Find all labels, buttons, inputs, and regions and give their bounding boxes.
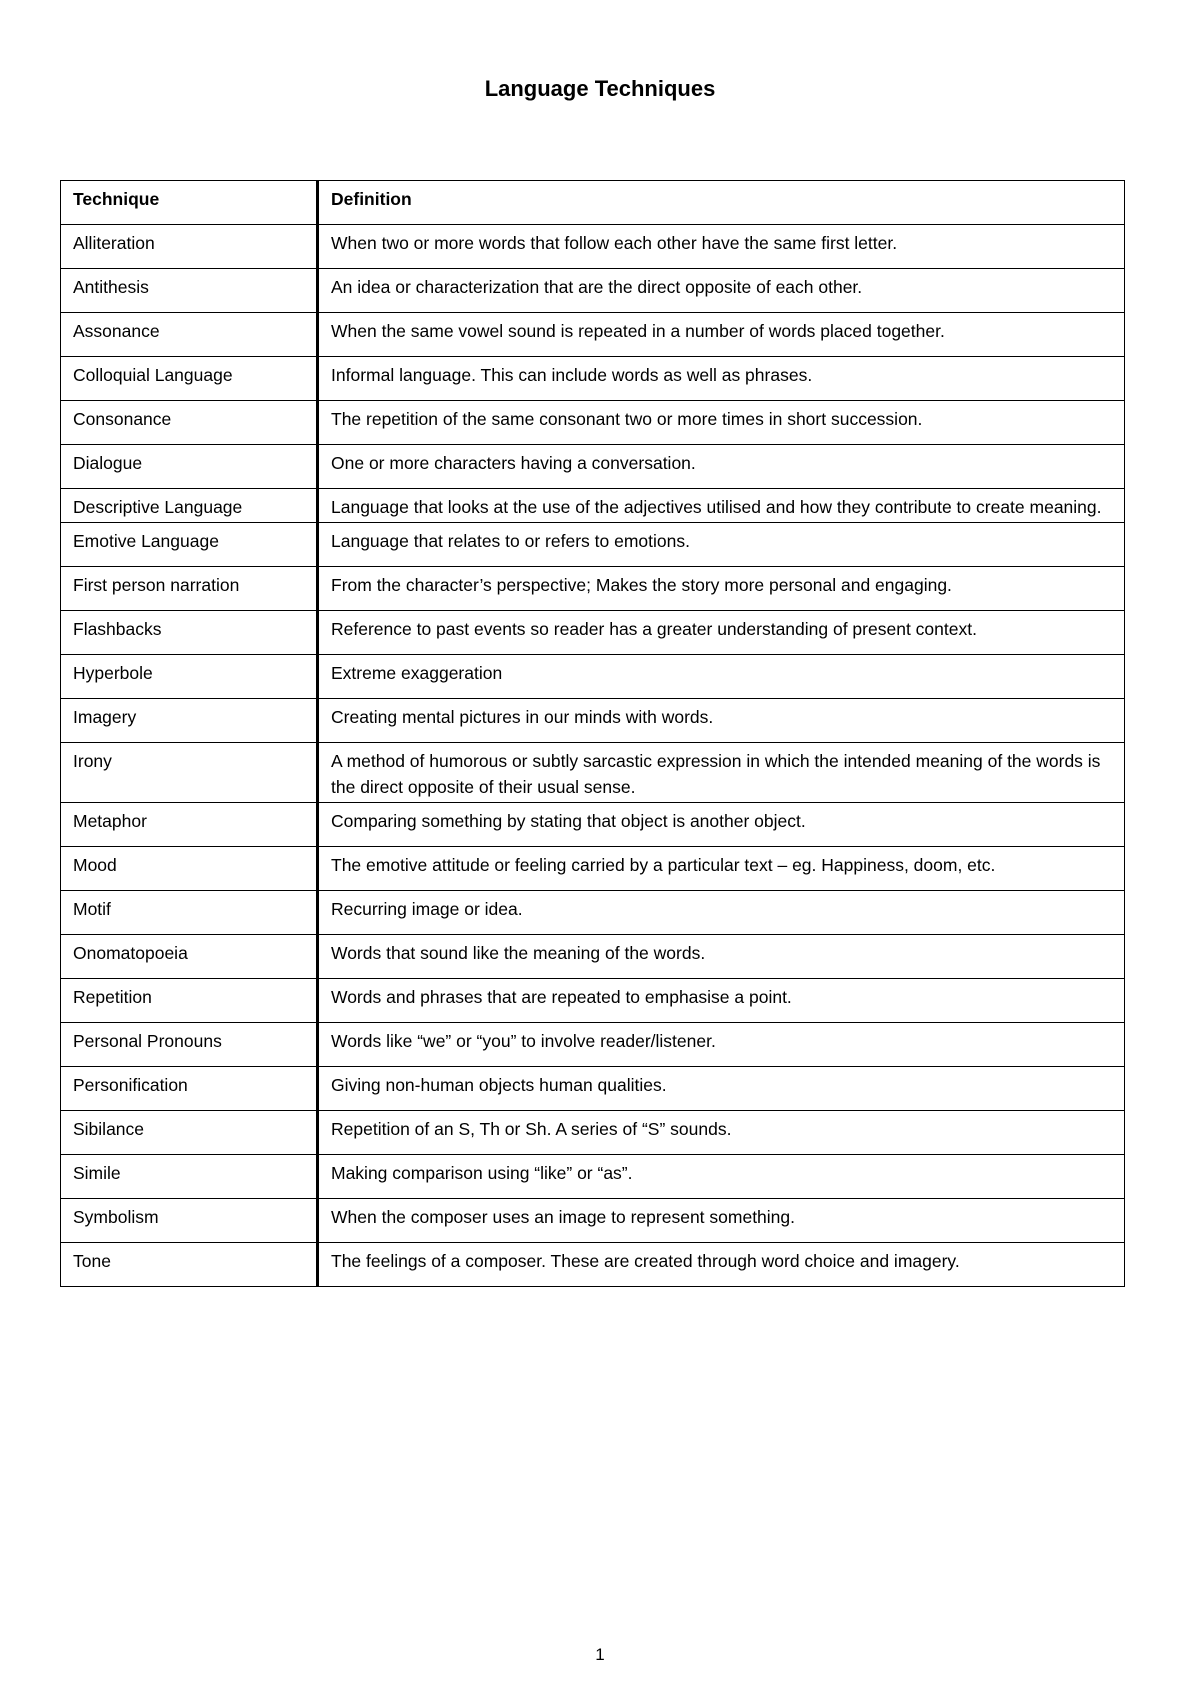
definition-cell: Reference to past events so reader has a greater understanding of present context. (318, 611, 1125, 655)
page-title: Language Techniques (484, 76, 716, 101)
table-row (61, 1199, 1125, 1243)
definition-cell: When two or more words that follow each other have the same first letter. (318, 225, 1125, 269)
technique-cell: Descriptive Language (61, 489, 318, 523)
table-row (61, 1155, 1125, 1199)
table-row (61, 743, 1125, 803)
technique-cell: Dialogue (61, 445, 318, 489)
definition-cell: An idea or characterization that are the direct opposite of each other. (318, 269, 1125, 313)
definition-cell: The emotive attitude or feeling carried by a particular text – eg. Happiness, doom, etc. (318, 847, 1125, 891)
definition-cell: The repetition of the same consonant two or more times in short succession. (318, 401, 1125, 445)
definition-cell: One or more characters having a conversation. (318, 445, 1125, 489)
table-row (61, 803, 1125, 847)
technique-cell: Onomatopoeia (61, 935, 318, 979)
definition-cell: Extreme exaggeration (318, 655, 1125, 699)
table-row (61, 489, 1125, 523)
definition-cell: Comparing something by stating that object is another object. (318, 803, 1125, 847)
table-row (61, 1067, 1125, 1111)
technique-cell: Colloquial Language (61, 357, 318, 401)
technique-cell: Personification (61, 1067, 318, 1111)
definition-cell: Repetition of an S, Th or Sh. A series of “S” sounds. (318, 1111, 1125, 1155)
technique-cell: Sibilance (61, 1111, 318, 1155)
table-row (61, 847, 1125, 891)
table-row (61, 523, 1125, 567)
table-row (61, 567, 1125, 611)
technique-cell: Symbolism (61, 1199, 318, 1243)
definition-cell: From the character’s perspective; Makes the story more personal and engaging. (318, 567, 1125, 611)
technique-cell: First person narration (61, 567, 318, 611)
header-definition: Definition (318, 181, 1125, 225)
definition-cell: Creating mental pictures in our minds with words. (318, 699, 1125, 743)
definition-cell: Words that sound like the meaning of the words. (318, 935, 1125, 979)
technique-cell: Repetition (61, 979, 318, 1023)
definition-cell: Informal language. This can include words as well as phrases. (318, 357, 1125, 401)
table-row (61, 611, 1125, 655)
definition-cell: Language that relates to or refers to emotions. (318, 523, 1125, 567)
technique-cell: Motif (61, 891, 318, 935)
definition-cell: Recurring image or idea. (318, 891, 1125, 935)
table-body (61, 225, 1125, 1287)
technique-cell: Imagery (61, 699, 318, 743)
definition-cell: Making comparison using “like” or “as”. (318, 1155, 1125, 1199)
technique-cell: Assonance (61, 313, 318, 357)
technique-cell: Emotive Language (61, 523, 318, 567)
table-row (61, 401, 1125, 445)
definition-cell: The feelings of a composer. These are created through word choice and imagery. (318, 1243, 1125, 1287)
table-row (61, 357, 1125, 401)
table-row (61, 1023, 1125, 1067)
definition-cell: Language that looks at the use of the adjectives utilised and how they contribute to create meaning. (318, 489, 1125, 523)
header-technique: Technique (61, 181, 318, 225)
definition-cell: When the same vowel sound is repeated in a number of words placed together. (318, 313, 1125, 357)
techniques-table (60, 180, 1125, 1287)
definition-cell: Words and phrases that are repeated to emphasise a point. (318, 979, 1125, 1023)
technique-cell: Tone (61, 1243, 318, 1287)
technique-cell: Alliteration (61, 225, 318, 269)
technique-cell: Consonance (61, 401, 318, 445)
table-row (61, 313, 1125, 357)
table-row (61, 891, 1125, 935)
definition-cell: When the composer uses an image to represent something. (318, 1199, 1125, 1243)
technique-cell: Antithesis (61, 269, 318, 313)
technique-cell: Irony (61, 743, 318, 803)
definition-cell: Giving non-human objects human qualities. (318, 1067, 1125, 1111)
table-row (61, 979, 1125, 1023)
definition-cell: A method of humorous or subtly sarcastic expression in which the intended meaning of the words is the direct opposite of their usual sense. (318, 743, 1125, 803)
technique-cell: Flashbacks (61, 611, 318, 655)
technique-cell: Mood (61, 847, 318, 891)
table-row (61, 1111, 1125, 1155)
technique-cell: Personal Pronouns (61, 1023, 318, 1067)
table-row (61, 225, 1125, 269)
page-number: 1 (595, 1645, 605, 1664)
table-row (61, 699, 1125, 743)
table-row (61, 269, 1125, 313)
technique-cell: Simile (61, 1155, 318, 1199)
table-row (61, 655, 1125, 699)
definition-cell: Words like “we” or “you” to involve reader/listener. (318, 1023, 1125, 1067)
technique-cell: Metaphor (61, 803, 318, 847)
table-row (61, 445, 1125, 489)
table-row (61, 1243, 1125, 1287)
technique-cell: Hyperbole (61, 655, 318, 699)
table-row (61, 935, 1125, 979)
table-header-row (61, 181, 1125, 225)
